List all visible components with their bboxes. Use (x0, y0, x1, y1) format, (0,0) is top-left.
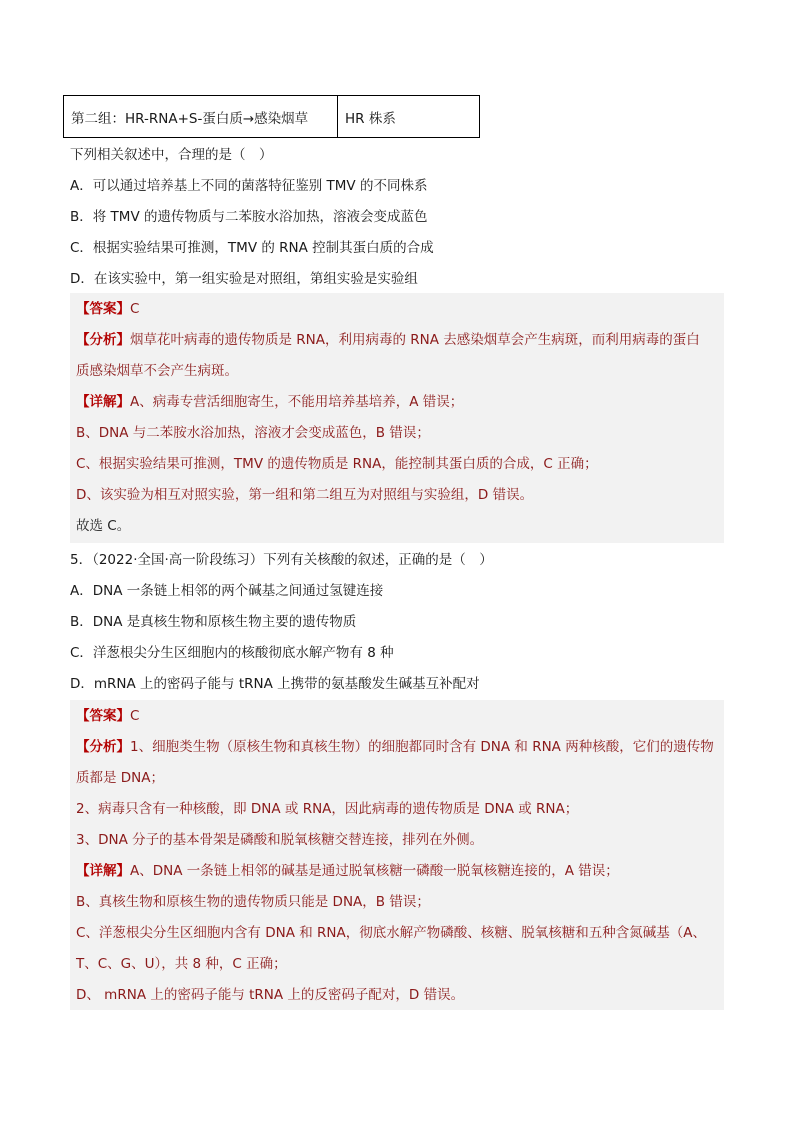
detail-tag: 【详解】 (76, 863, 130, 879)
option-b: B．将 TMV 的遗传物质与二苯胺水浴加热，溶液会变成蓝色 (70, 209, 428, 225)
answer-tag: 【答案】 (76, 301, 130, 317)
option-a: A．DNA 一条链上相邻的两个碱基之间通过氢键连接 (70, 583, 384, 599)
detail-line (76, 392, 463, 412)
question-stem: 下列相关叙述中，合理的是（ ） (70, 147, 273, 163)
analysis-tag: 【分析】 (76, 332, 130, 348)
option-d: D．在该实验中，第一组实验是对照组，第组实验是实验组 (70, 271, 418, 287)
analysis-line (76, 330, 700, 350)
detail-line: T、C、G、U），共 8 种，C 正确； (76, 956, 287, 972)
experiment-table (63, 95, 480, 138)
answer-value: C (130, 708, 140, 724)
conclusion-line: 故选 C。 (76, 518, 131, 534)
option-d: D．mRNA 上的密码子能与 tRNA 上携带的氨基酸发生碱基互补配对 (70, 676, 480, 692)
option-a: A．可以通过培养基上不同的菌落特征鉴别 TMV 的不同株系 (70, 178, 428, 194)
table-cell-group: 第二组：HR-RNA+S-蛋白质→感染烟草 (64, 96, 338, 138)
option-b: B．DNA 是真核生物和原核生物主要的遗传物质 (70, 614, 357, 630)
answer-value: C (130, 301, 140, 317)
analysis-line: 质都是 DNA； (76, 770, 165, 786)
analysis-line: 2、病毒只含有一种核酸，即 DNA 或 RNA，因此病毒的遗传物质是 DNA 或 RNA； (76, 801, 579, 817)
option-c: C．根据实验结果可推测，TMV 的 RNA 控制其蛋白质的合成 (70, 240, 434, 256)
analysis-line (76, 737, 714, 757)
answer-line (76, 706, 139, 726)
detail-text: A、病毒专营活细胞寄生，不能用培养基培养，A 错误； (130, 394, 464, 410)
answer-line (76, 299, 139, 319)
detail-line: C、洋葱根尖分生区细胞内含有 DNA 和 RNA，彻底水解产物磷酸、核糖、脱氧核糖和五种含氮碱基（A、 (76, 925, 706, 941)
detail-line: C、根据实验结果可推测，TMV 的遗传物质是 RNA，能控制其蛋白质的合成，C 正确； (76, 456, 598, 472)
analysis-text: 烟草花叶病毒的遗传物质是 RNA，利用病毒的 RNA 去感染烟草会产生病斑，而利用病毒的蛋白 (130, 332, 700, 348)
answer-tag: 【答案】 (76, 708, 130, 724)
answer-block (70, 700, 724, 1010)
analysis-line: 质感染烟草不会产生病斑。 (76, 363, 238, 379)
detail-line: D、 mRNA 上的密码子能与 tRNA 上的反密码子配对，D 错误。 (76, 987, 465, 1003)
analysis-line: 3、DNA 分子的基本骨架是磷酸和脱氧核糖交替连接，排列在外侧。 (76, 832, 484, 848)
detail-line: B、真核生物和原核生物的遗传物质只能是 DNA，B 错误； (76, 894, 430, 910)
table-cell-result: HR 株系 (338, 96, 480, 138)
question-stem: 5．（2022·全国·高一阶段练习）下列有关核酸的叙述，正确的是（ ） (70, 552, 493, 568)
answer-block (70, 293, 724, 543)
detail-line (76, 861, 619, 881)
analysis-tag: 【分析】 (76, 739, 130, 755)
analysis-text: 1、细胞类生物（原核生物和真核生物）的细胞都同时含有 DNA 和 RNA 两种核酸，它们的遗传物 (130, 739, 714, 755)
detail-text: A、DNA 一条链上相邻的碱基是通过脱氧核糖一磷酸一脱氧核糖连接的，A 错误； (130, 863, 619, 879)
detail-tag: 【详解】 (76, 394, 130, 410)
detail-line: D、该实验为相互对照实验，第一组和第二组互为对照组与实验组，D 错误。 (76, 487, 534, 503)
detail-line: B、DNA 与二苯胺水浴加热，溶液才会变成蓝色，B 错误； (76, 425, 430, 441)
table-row (64, 96, 480, 138)
option-c: C．洋葱根尖分生区细胞内的核酸彻底水解产物有 8 种 (70, 645, 394, 661)
